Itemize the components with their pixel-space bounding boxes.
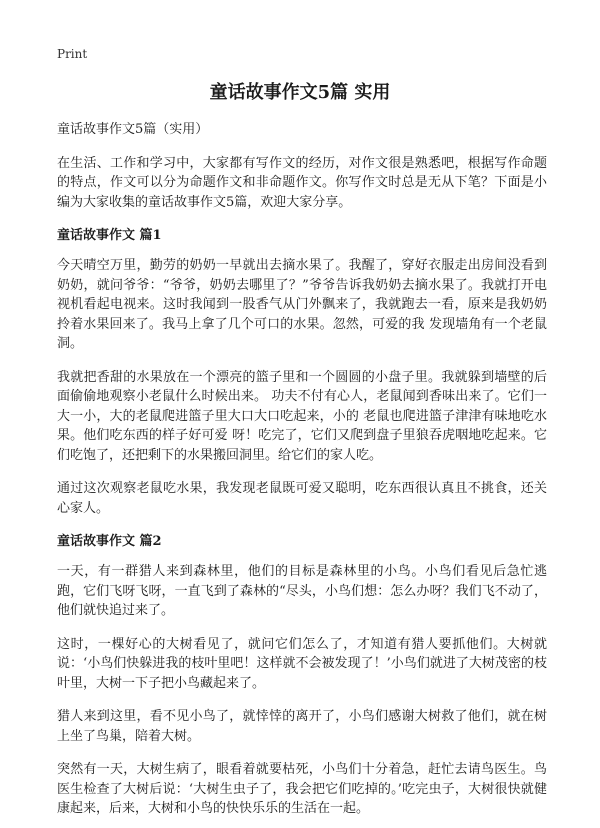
intro-paragraph: 在生活、工作和学习中，大家都有写作文的经历，对作文很是熟悉吧，根据写作命题的特点，作文可以分为命题作文和非命题作文。你写作文时总是无从下笔？下面是小编为大家收集的童话故事作文5篇，欢迎大家分享。 [57,155,547,210]
paragraph: 突然有一天，大树生病了，眼看着就要枯死，小鸟们十分着急，赶忙去请鸟医生。鸟医生检查了大树后说：‘大树生虫子了，我会把它们吃掉的。’吃完虫子，大树很快就健康起来，后来，大树和小鸟的快快乐乐的生活在一起。 [57,762,547,816]
section-heading: 童话故事作文 篇1 [57,228,162,243]
document-body [57,120,547,819]
print-label: Print [57,47,88,61]
section-2 [57,532,547,819]
paragraph: 今天晴空万里，勤劳的奶奶一早就出去摘水果了。我醒了，穿好衣服走出房间没看到奶奶，就问爷爷：“爷爷，奶奶去哪里了？”爷爷告诉我奶奶去摘水果了。我就打开电视机看起电视来。这时我闻到一股香气从门外飘来了，我就跑去一看，原来是我奶奶拎着水果回来了。我马上拿了几个可口的水果。忽然，可爱的我 发现墙角有一个老鼠洞。 [57,258,547,351]
document-title: 童话故事作文5篇 实用 [209,82,391,103]
document-subtitle: 童话故事作文5篇（实用） [57,122,209,137]
section-heading: 童话故事作文 篇2 [57,534,162,549]
paragraph: 我就把香甜的水果放在一个漂亮的篮子里和一个圆圆的小盘子里。我就躲到墙壁的后面偷偷地观察小老鼠什么时候出来。 功夫不付有心人，老鼠闻到香味出来了。它们一大一小，大的老鼠爬进篮子里大口大口吃起来，小的 老鼠也爬进篮子津津有味地吃水果。他们吃东西的样子好可爱 呀！吃完了，它们又爬到盘子里狼吞虎咽地吃起来。它们吃饱了，还把剩下的水果搬回洞里。给它们的家人吃。 [57,369,547,463]
paragraph: 这时，一棵好心的大树看见了，就问它们怎么了，才知道有猎人要抓他们。大树就说：‘小鸟们快躲进我的枝叶里吧！这样就不会被发现了！’小鸟们就进了大树茂密的枝叶里，大树一下子把小鸟藏起来了。 [57,636,547,691]
paragraph: 一天，有一群猎人来到森林里，他们的目标是森林里的小鸟。小鸟们看见后急忙逃跑，它们飞呀飞呀，一直飞到了森林的“尽头，小鸟们想：怎么办呀？我们飞不动了，他们就快追过来了。 [57,564,547,618]
section-1 [57,226,547,518]
paragraph: 猎人来到这里，看不见小鸟了，就悻悻的离开了，小鸟们感谢大树救了他们，就在树上坐了鸟巢，陪着大树。 [57,709,547,744]
paragraph: 通过这次观察老鼠吃水果，我发现老鼠既可爱又聪明，吃东西很认真且不挑食，还关心家人。 [57,481,547,516]
